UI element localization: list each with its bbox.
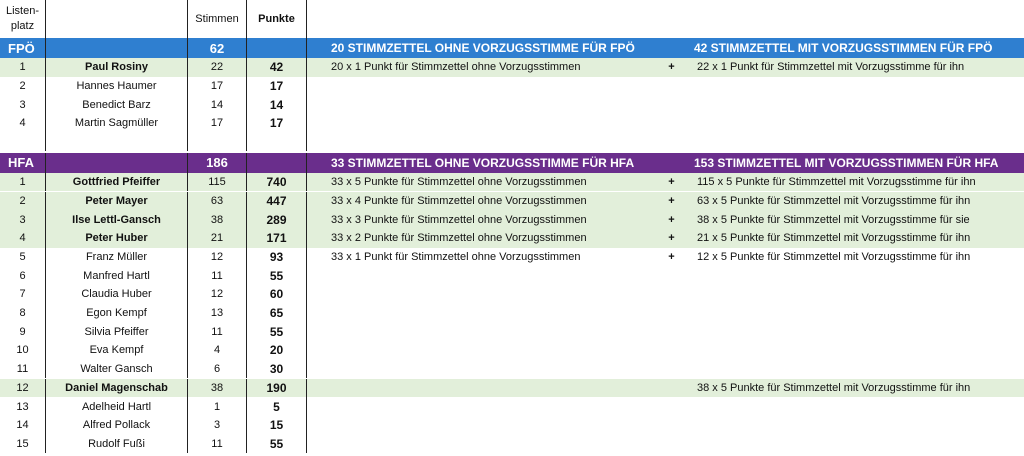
table-row xyxy=(0,173,1024,192)
plus-sign: + xyxy=(668,213,675,226)
list-position: 2 xyxy=(0,77,46,96)
party-name-spacer xyxy=(46,38,188,58)
ohne-vorzug-calc: 33 x 4 Punkte für Stimmzettel ohne Vorzugsstimmen xyxy=(331,194,587,207)
ohne-vorzug-calc: 33 x 3 Punkte für Stimmzettel ohne Vorzugsstimmen xyxy=(331,213,587,226)
points-value: 190 xyxy=(247,379,307,398)
candidate-name: Benedict Barz xyxy=(46,95,188,114)
table-row xyxy=(0,58,1024,77)
mit-vorzug-calc: 63 x 5 Punkte für Stimmzettel mit Vorzugsstimme für ihn xyxy=(697,194,971,207)
table-row xyxy=(0,95,1024,114)
mit-vorzug-calc xyxy=(684,416,1024,435)
table-row xyxy=(0,304,1024,323)
points-value: 15 xyxy=(247,416,307,435)
points-value: 740 xyxy=(247,173,307,192)
votes-count: 38 xyxy=(188,210,247,229)
spacer-cell xyxy=(0,133,46,151)
points-value: 171 xyxy=(247,229,307,248)
votes-count: 38 xyxy=(188,379,247,398)
points-value: 5 xyxy=(247,397,307,416)
mit-vorzug-calc xyxy=(684,304,1024,323)
votes-count: 63 xyxy=(188,192,247,211)
points-value: 30 xyxy=(247,360,307,379)
list-position: 12 xyxy=(0,379,46,398)
list-position: 8 xyxy=(0,304,46,323)
list-position: 6 xyxy=(0,266,46,285)
list-position: 13 xyxy=(0,397,46,416)
ohne-vorzug-calc xyxy=(307,322,659,341)
votes-count: 17 xyxy=(188,114,247,133)
table-row xyxy=(0,229,1024,248)
votes-count: 3 xyxy=(188,416,247,435)
votes-count: 13 xyxy=(188,304,247,323)
votes-count: 12 xyxy=(188,248,247,267)
table-row xyxy=(0,114,1024,133)
table-row xyxy=(0,360,1024,379)
ohne-vorzug-calc xyxy=(307,285,659,304)
candidate-name: Silvia Pfeiffer xyxy=(46,322,188,341)
party-total-votes: 186 xyxy=(188,153,247,173)
points-value: 42 xyxy=(247,58,307,77)
mit-vorzug-calc: 38 x 5 Punkte für Stimmzettel mit Vorzugsstimme für ihn xyxy=(697,381,971,394)
ohne-vorzug-calc: 33 x 5 Punkte für Stimmzettel ohne Vorzugsstimmen xyxy=(331,176,587,189)
points-value: 55 xyxy=(247,322,307,341)
ohne-vorzug-calc: 20 x 1 Punkt für Stimmzettel ohne Vorzugsstimmen xyxy=(331,61,581,74)
ohne-vorzug-calc xyxy=(307,95,659,114)
ohne-vorzug-calc xyxy=(307,266,659,285)
header-listenplatz-line1: Listen- xyxy=(5,5,40,17)
spacer-cell xyxy=(247,133,307,151)
points-value: 93 xyxy=(247,248,307,267)
candidate-name: Peter Huber xyxy=(46,229,188,248)
list-position: 10 xyxy=(0,341,46,360)
points-value: 289 xyxy=(247,210,307,229)
table-row xyxy=(0,416,1024,435)
candidate-name: Paul Rosiny xyxy=(46,58,188,77)
candidate-name: Franz Müller xyxy=(46,248,188,267)
list-position: 9 xyxy=(0,322,46,341)
points-value: 55 xyxy=(247,435,307,454)
list-position: 4 xyxy=(0,114,46,133)
candidate-name: Peter Mayer xyxy=(46,192,188,211)
mit-vorzug-title: 153 STIMMZETTEL MIT VORZUGSSTIMMEN FÜR HFA xyxy=(694,155,999,170)
mit-vorzug-calc xyxy=(684,397,1024,416)
party-name: FPÖ xyxy=(0,38,46,58)
points-value: 20 xyxy=(247,341,307,360)
ohne-vorzug-title: 33 STIMMZETTEL OHNE VORZUGSSTIMME FÜR HFA xyxy=(331,155,635,170)
points-value: 17 xyxy=(247,77,307,96)
list-position: 14 xyxy=(0,416,46,435)
mit-vorzug-calc xyxy=(684,360,1024,379)
header-name xyxy=(46,0,188,38)
candidate-name: Adelheid Hartl xyxy=(46,397,188,416)
plus-sign xyxy=(659,397,684,416)
plus-sign: + xyxy=(668,194,675,207)
mit-vorzug-calc xyxy=(684,285,1024,304)
mit-vorzug-calc xyxy=(684,322,1024,341)
points-value: 60 xyxy=(247,285,307,304)
ohne-vorzug-calc xyxy=(307,397,659,416)
table-row xyxy=(0,248,1024,267)
header-stimmen: Stimmen xyxy=(188,0,247,38)
mit-vorzug-calc xyxy=(684,341,1024,360)
plus-sign xyxy=(659,77,684,96)
candidate-name: Walter Gansch xyxy=(46,360,188,379)
list-position: 4 xyxy=(0,229,46,248)
plus-sign: + xyxy=(668,176,675,189)
plus-sign xyxy=(659,266,684,285)
mit-vorzug-calc: 21 x 5 Punkte für Stimmzettel mit Vorzugsstimme für ihn xyxy=(697,232,971,245)
table-row xyxy=(0,435,1024,454)
ohne-vorzug-calc xyxy=(307,416,659,435)
votes-count: 11 xyxy=(188,266,247,285)
mit-vorzug-calc: 38 x 5 Punkte für Stimmzettel mit Vorzugsstimme für sie xyxy=(697,213,970,226)
hfa-party-header-row xyxy=(0,153,1024,173)
votes-count: 115 xyxy=(188,173,247,192)
header-empty-plus xyxy=(659,0,684,38)
table-row xyxy=(0,285,1024,304)
column-header-row xyxy=(0,0,1024,38)
candidate-name: Eva Kempf xyxy=(46,341,188,360)
header-listenplatz-line2: platz xyxy=(10,20,35,32)
mit-vorzug-calc: 12 x 5 Punkte für Stimmzettel mit Vorzugsstimme für ihn xyxy=(697,250,971,263)
list-position: 11 xyxy=(0,360,46,379)
mit-vorzug-calc xyxy=(684,114,1024,133)
candidate-name: Alfred Pollack xyxy=(46,416,188,435)
table-row xyxy=(0,397,1024,416)
list-position: 1 xyxy=(0,173,46,192)
header-listenplatz xyxy=(0,0,46,38)
votes-count: 22 xyxy=(188,58,247,77)
spacer-row xyxy=(0,133,1024,151)
list-position: 3 xyxy=(0,210,46,229)
plus-sign: + xyxy=(668,61,675,74)
votes-count: 4 xyxy=(188,341,247,360)
points-value: 17 xyxy=(247,114,307,133)
ohne-vorzug-calc xyxy=(307,114,659,133)
candidate-name: Martin Sagmüller xyxy=(46,114,188,133)
plus-sign xyxy=(659,322,684,341)
candidate-name: Gottfried Pfeiffer xyxy=(46,173,188,192)
list-position: 15 xyxy=(0,435,46,454)
table-row xyxy=(0,192,1024,211)
list-position: 5 xyxy=(0,248,46,267)
list-position: 1 xyxy=(0,58,46,77)
plus-spacer xyxy=(659,153,684,173)
spacer-cell xyxy=(188,133,247,151)
mit-vorzug-calc xyxy=(684,77,1024,96)
votes-count: 6 xyxy=(188,360,247,379)
plus-sign: + xyxy=(668,250,675,263)
table-row xyxy=(0,210,1024,229)
votes-count: 11 xyxy=(188,435,247,454)
plus-sign xyxy=(659,435,684,454)
plus-sign xyxy=(659,341,684,360)
header-empty-mit xyxy=(684,0,1024,38)
votes-count: 12 xyxy=(188,285,247,304)
list-position: 2 xyxy=(0,192,46,211)
list-position: 7 xyxy=(0,285,46,304)
points-value: 14 xyxy=(247,95,307,114)
candidate-name: Rudolf Fußi xyxy=(46,435,188,454)
mit-vorzug-calc xyxy=(684,266,1024,285)
table-row xyxy=(0,322,1024,341)
plus-sign: + xyxy=(668,232,675,245)
ohne-vorzug-calc: 33 x 2 Punkte für Stimmzettel ohne Vorzugsstimmen xyxy=(331,232,587,245)
candidate-name: Manfred Hartl xyxy=(46,266,188,285)
candidate-name: Hannes Haumer xyxy=(46,77,188,96)
ohne-vorzug-calc xyxy=(307,435,659,454)
spacer-cell xyxy=(46,133,188,151)
ohne-vorzug-calc xyxy=(307,304,659,323)
table-row xyxy=(0,77,1024,96)
votes-count: 21 xyxy=(188,229,247,248)
plus-sign xyxy=(659,416,684,435)
votes-count: 1 xyxy=(188,397,247,416)
ohne-vorzug-calc xyxy=(307,341,659,360)
plus-sign xyxy=(659,379,684,398)
candidate-name: Ilse Lettl-Gansch xyxy=(46,210,188,229)
mit-vorzug-calc xyxy=(684,435,1024,454)
party-name-spacer xyxy=(46,153,188,173)
votes-count: 14 xyxy=(188,95,247,114)
votes-count: 17 xyxy=(188,77,247,96)
ohne-vorzug-title: 20 STIMMZETTEL OHNE VORZUGSSTIMME FÜR FPÖ xyxy=(331,41,635,55)
plus-sign xyxy=(659,114,684,133)
votes-count: 11 xyxy=(188,322,247,341)
ohne-vorzug-calc: 33 x 1 Punkt für Stimmzettel ohne Vorzugsstimmen xyxy=(331,250,581,263)
plus-spacer xyxy=(659,38,684,58)
ohne-vorzug-calc xyxy=(307,379,659,398)
points-value: 55 xyxy=(247,266,307,285)
party-total-votes: 62 xyxy=(188,38,247,58)
plus-sign xyxy=(659,304,684,323)
ohne-vorzug-calc xyxy=(307,77,659,96)
table-row xyxy=(0,341,1024,360)
table-row xyxy=(0,266,1024,285)
header-empty-ohne xyxy=(307,0,659,38)
plus-sign xyxy=(659,360,684,379)
party-points-spacer xyxy=(247,38,307,58)
mit-vorzug-title: 42 STIMMZETTEL MIT VORZUGSSTIMMEN FÜR FPÖ xyxy=(694,41,993,55)
plus-sign xyxy=(659,95,684,114)
mit-vorzug-calc: 115 x 5 Punkte für Stimmzettel mit Vorzugsstimme für ihn xyxy=(697,176,976,189)
points-value: 65 xyxy=(247,304,307,323)
table-row xyxy=(0,379,1024,398)
mit-vorzug-calc: 22 x 1 Punkt für Stimmzettel mit Vorzugsstimme für ihn xyxy=(697,61,965,74)
candidate-name: Daniel Magenschab xyxy=(46,379,188,398)
plus-sign xyxy=(659,285,684,304)
party-name: HFA xyxy=(0,153,46,173)
list-position: 3 xyxy=(0,95,46,114)
candidate-name: Claudia Huber xyxy=(46,285,188,304)
fpo-party-header-row xyxy=(0,38,1024,58)
ohne-vorzug-calc xyxy=(307,360,659,379)
header-punkte: Punkte xyxy=(247,0,307,38)
mit-vorzug-calc xyxy=(684,95,1024,114)
points-value: 447 xyxy=(247,192,307,211)
party-points-spacer xyxy=(247,153,307,173)
candidate-name: Egon Kempf xyxy=(46,304,188,323)
